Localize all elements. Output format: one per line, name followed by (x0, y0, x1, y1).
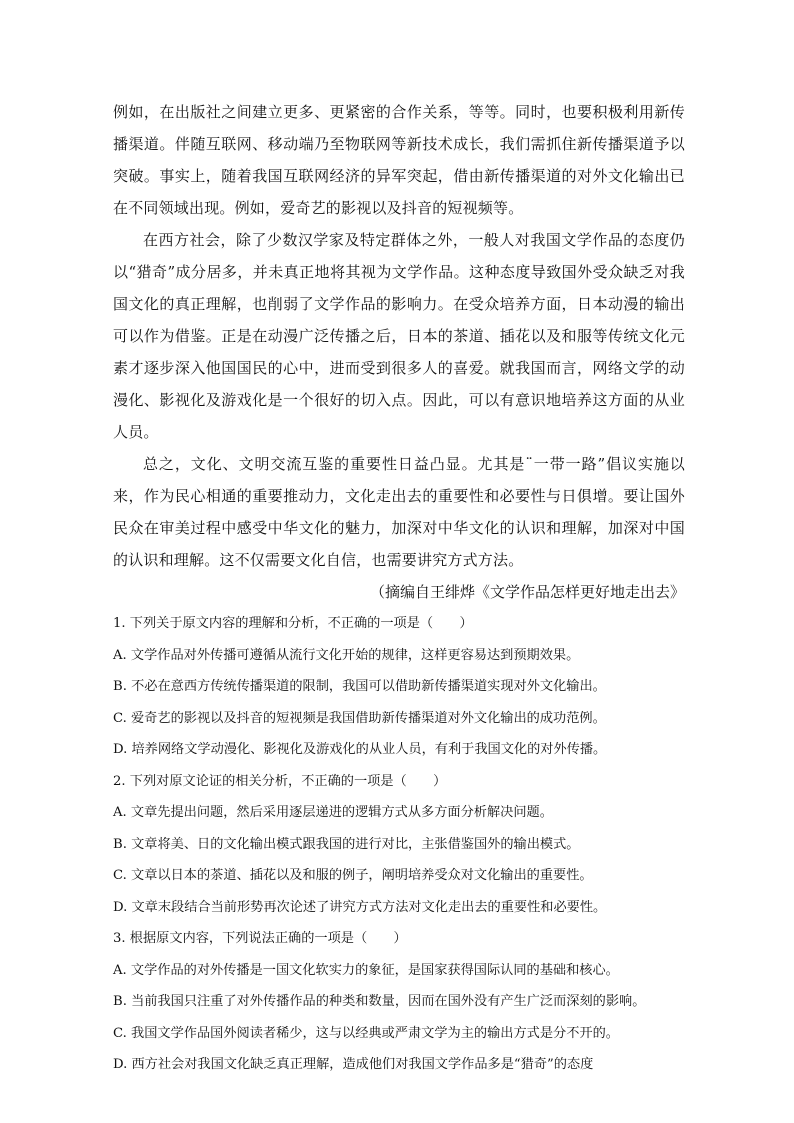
option-c: C. 文章以日本的茶道、插花以及和服的例子，阐明培养受众对文化输出的重要性。 (113, 868, 593, 883)
paragraph-2: 在西方社会，除了少数汉学家及特定群体之外，一般人对我国文学作品的态度仍以“猎奇”成分居多，并未真正地将其视为文学作品。这种态度导致国外受众缺乏对我国文化的真正理解，也削弱了文学作品的影响力。在受众培养方面，日本动漫的输出可以作为借鉴。正是在动漫广泛传播之后，日本的茶道、插花以及和服等传统文化元素才逐步深入他国国民的心中，进而受到很多人的喜爱。就我国而言，网络文学的动漫化、影视化及游戏化是一个很好的切入点。因此，可以有意识地培养这方面的从业人员。 (113, 231, 685, 441)
option-b: B. 不必在意西方传统传播渠道的限制，我国可以借助新传播渠道实现对外文化输出。 (113, 679, 606, 694)
option-d: D. 培养网络文学动漫化、影视化及游戏化的从业人员，有利于我国文化的对外传播。 (113, 742, 607, 757)
question-stem: 3. 根据原文内容，下列说法正确的一项是（ ） (113, 931, 407, 946)
option-a: A. 文章先提出问题，然后采用逐层递进的逻辑方式从多方面分析解决问题。 (113, 805, 553, 820)
option-a: A. 文学作品对外传播可遵循从流行文化开始的规律，这样更容易达到预期效果。 (113, 647, 580, 663)
question-stem: 2. 下列对原文论证的相关分析，不正确的一项是（ ） (113, 773, 447, 789)
paragraph-1: 例如，在出版社之间建立更多、更紧密的合作关系，等等。同时，也要积极利用新传播渠道。伴随互联网、移动端乃至物联网等新技术成长，我们需抓住新传播渠道予以突破。事实上，随着我国互联网经济的异军突起，借由新传播渠道的对外文化输出已在不同领域出现。例如，爱奇艺的影视以及抖音的短视频等。 (113, 103, 685, 217)
option-a: A. 文学作品的对外传播是一国文化软实力的象征，是国家获得国际认同的基础和核心。 (113, 962, 619, 978)
option-b: B. 当前我国只注重了对外传播作品的种类和数量，因而在国外没有产生广泛而深刻的影响。 (113, 994, 646, 1009)
option-d: D. 西方社会对我国文化缺乏真正理解，造成他们对我国文学作品多是“猎奇”的态度 (113, 1057, 594, 1072)
question-stem: 1. 下列关于原文内容的理解和分析，不正确的一项是（ ） (113, 616, 473, 631)
question-1 (113, 608, 685, 766)
source-citation: （摘编自王绯烨《文学作品怎样更好地走出去》 (369, 583, 685, 601)
question-2 (113, 766, 685, 924)
question-3 (113, 923, 685, 1081)
option-b: B. 文章将美、日的文化输出模式跟我国的进行对比，主张借鉴国外的输出模式。 (113, 836, 580, 852)
document-page (113, 96, 685, 1081)
option-c: C. 爱奇艺的影视以及抖音的短视频是我国借助新传播渠道对外文化输出的成功范例。 (113, 710, 606, 726)
option-c: C. 我国文学作品国外阅读者稀少，这与以经典或严肃文学为主的输出方式是分不开的。 (113, 1025, 619, 1041)
paragraph-3: 总之，文化、文明交流互鉴的重要性日益凸显。尤其是¨一带一路”倡议实施以来，作为民心相通的重要推动力，文化走出去的重要性和必要性与日俱增。要让国外民众在审美过程中感受中华文化的魅力，加深对中华文化的认识和理解，加深对中国的认识和理解。这不仅需要文化自信，也需要讲究方式方法。 (113, 455, 685, 569)
option-d: D. 文章末段结合当前形势再次论述了讲究方式方法对文化走出去的重要性和必要性。 (113, 899, 607, 915)
